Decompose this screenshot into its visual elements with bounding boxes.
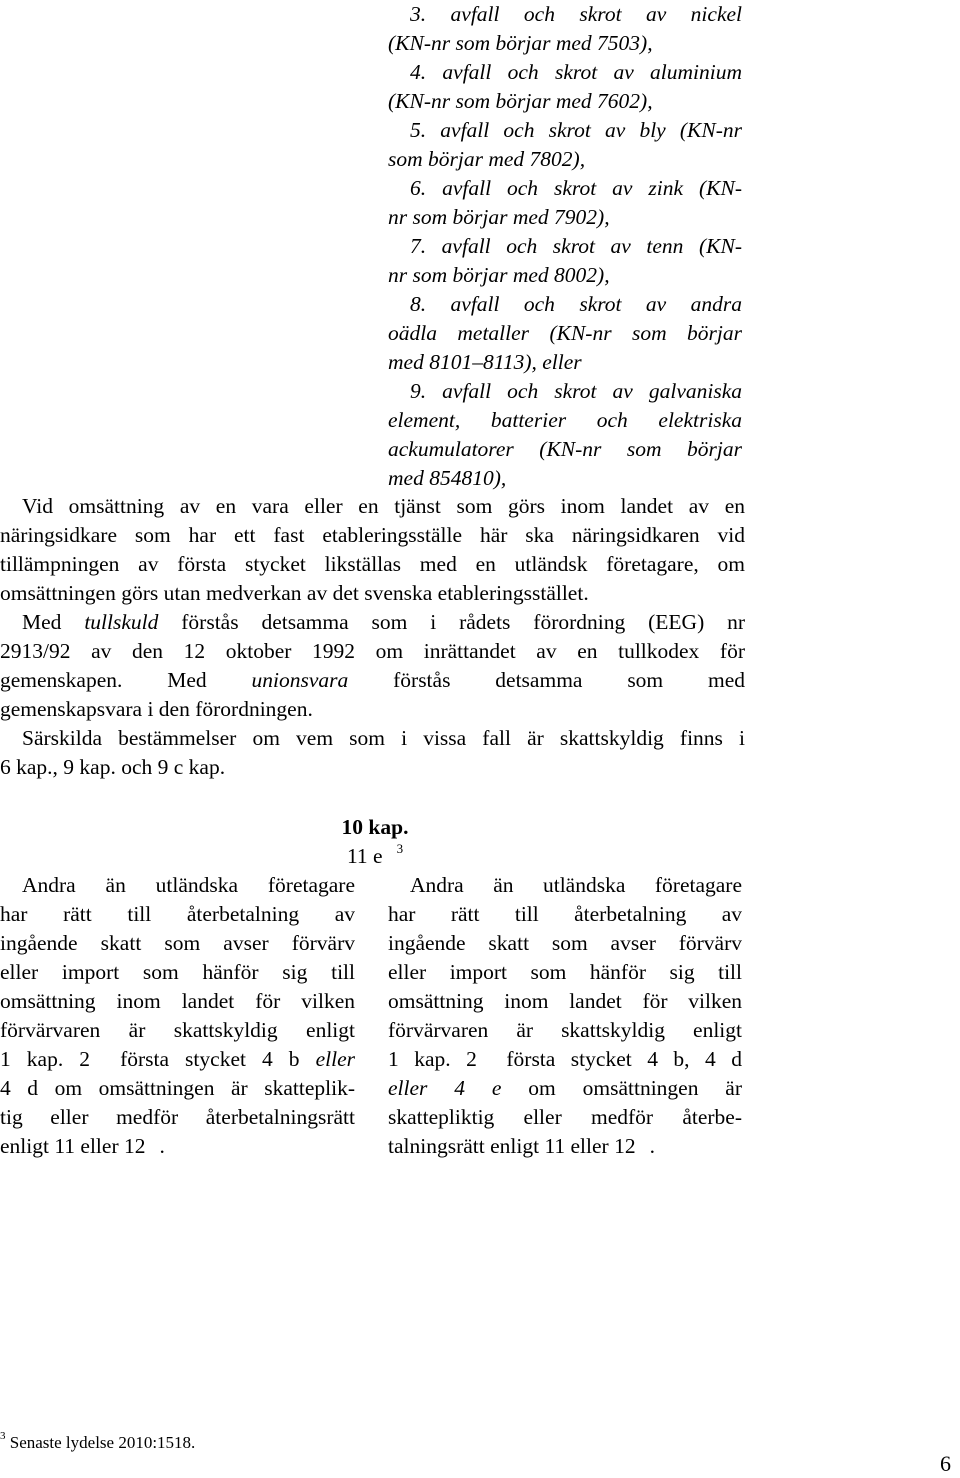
list-line: ackumulatorer (KN-nr som börjar xyxy=(388,437,742,461)
para1-line3: tillämpningen av första stycket likställas med en utländsk företagare, om xyxy=(0,552,745,576)
left-col-line3: ingående skatt som avser förvärv xyxy=(0,931,355,955)
right-col-text: första stycket 4 b, 4 d xyxy=(506,1047,743,1071)
section-label: 11 e xyxy=(346,844,383,868)
left-col-eller: eller xyxy=(315,1047,356,1071)
para2-line1 xyxy=(22,608,745,637)
list-line: 5. avfall och skrot av bly (KN-nr xyxy=(410,118,742,142)
right-col-line1: Andra än utländska företagare xyxy=(410,873,742,897)
right-col-text: talningsrätt enligt 11 eller 12 xyxy=(388,1134,636,1158)
right-col-line4: eller import som hänför sig till xyxy=(388,960,742,984)
page-number: 6 xyxy=(940,1451,951,1476)
para2-line2: 2913/92 av den 12 oktober 1992 om inrättandet av en tullkodex för xyxy=(0,639,745,663)
right-col-4e: 4 e xyxy=(454,1076,502,1100)
left-col-line10: enligt 11 eller 12 . xyxy=(0,1134,165,1158)
list-line: nr som börjar med 8002), xyxy=(388,263,610,287)
chapter-heading: 10 kap. xyxy=(341,815,409,839)
list-line: element, batterier och elektriska xyxy=(388,408,742,432)
para1-line1: Vid omsättning av en vara eller en tjänst som görs inom landet av en xyxy=(22,494,745,518)
right-col-line5: omsättning inom landet för vilken xyxy=(388,989,742,1013)
para1-line4: omsättningen görs utan medverkan av det svenska etableringsstället. xyxy=(0,581,589,605)
left-col-text: första stycket 4 b xyxy=(120,1047,300,1071)
right-col-line7 xyxy=(388,1045,742,1074)
left-col-text: enligt 11 eller 12 xyxy=(0,1134,146,1158)
para1-line2: näringsidkare som har ett fast etableringsställe här ska näringsidkaren vid xyxy=(0,523,745,547)
left-col-line6: förvärvaren är skattskyldig enligt xyxy=(0,1018,355,1042)
left-col-line1: Andra än utländska företagare xyxy=(22,873,355,897)
left-col-line8: 4 d om omsättningen är skatteplik- xyxy=(0,1076,355,1100)
para3-line2: 6 kap., 9 kap. och 9 c kap. xyxy=(0,755,226,779)
footnote xyxy=(0,1428,195,1457)
para3-line1: Särskilda bestämmelser om vem som i vissa fall är skattskyldig finns i xyxy=(22,726,745,750)
list-line: 3. avfall och skrot av nickel xyxy=(410,2,742,26)
para2-text: förstås detsamma som i rådets förordning (EEG) nr xyxy=(181,610,746,634)
right-col-text: 1 kap. 2 xyxy=(388,1047,477,1071)
footnote-ref: 3 xyxy=(396,840,404,856)
right-col-line10: talningsrätt enligt 11 eller 12 . xyxy=(388,1134,655,1158)
list-line: 9. avfall och skrot av galvaniska xyxy=(410,379,742,403)
section-heading xyxy=(300,842,450,871)
right-col-eller: eller xyxy=(388,1076,428,1100)
right-col-line2: har rätt till återbetalning av xyxy=(388,902,742,926)
list-line: 7. avfall och skrot av tenn (KN- xyxy=(410,234,742,258)
footnote-number: 3 xyxy=(0,1430,6,1443)
para2-word: Med xyxy=(22,610,62,634)
left-col-text: 1 kap. 2 xyxy=(0,1047,91,1071)
list-line: (KN-nr som börjar med 7602), xyxy=(388,89,653,113)
term-unionsvara: unionsvara xyxy=(251,668,349,692)
list-line: (KN-nr som börjar med 7503), xyxy=(388,31,653,55)
left-col-line9: tig eller medför återbetalningsrätt xyxy=(0,1105,355,1129)
right-col-text: om omsättningen är xyxy=(528,1076,743,1100)
left-col-line5: omsättning inom landet för vilken xyxy=(0,989,355,1013)
list-line: 8. avfall och skrot av andra xyxy=(410,292,742,316)
para2-line4: gemenskapsvara i den förordningen. xyxy=(0,697,313,721)
list-line: oädla metaller (KN-nr som börjar xyxy=(388,321,742,345)
right-col-line9: skattepliktig eller medför återbe- xyxy=(388,1105,742,1129)
list-line: nr som börjar med 7902), xyxy=(388,205,610,229)
list-line: med 854810), xyxy=(388,466,507,490)
list-line: som börjar med 7802), xyxy=(388,147,586,171)
left-col-line4: eller import som hänför sig till xyxy=(0,960,355,984)
left-col-line2: har rätt till återbetalning av xyxy=(0,902,355,926)
para2-line3 xyxy=(0,666,745,695)
right-col-line8 xyxy=(388,1074,742,1103)
para2-text: förstås detsamma som med xyxy=(393,668,746,692)
right-col-line3: ingående skatt som avser förvärv xyxy=(388,931,742,955)
footnote-text: Senaste lydelse 2010:1518. xyxy=(9,1433,196,1452)
list-line: 4. avfall och skrot av aluminium xyxy=(410,60,742,84)
right-col-line6: förvärvaren är skattskyldig enligt xyxy=(388,1018,742,1042)
term-tullskuld: tullskuld xyxy=(84,610,159,634)
list-line: 6. avfall och skrot av zink (KN- xyxy=(410,176,742,200)
para2-text: gemenskapen. Med xyxy=(0,668,207,692)
left-col-line7 xyxy=(0,1045,355,1074)
list-line: med 8101–8113), eller xyxy=(388,350,582,374)
